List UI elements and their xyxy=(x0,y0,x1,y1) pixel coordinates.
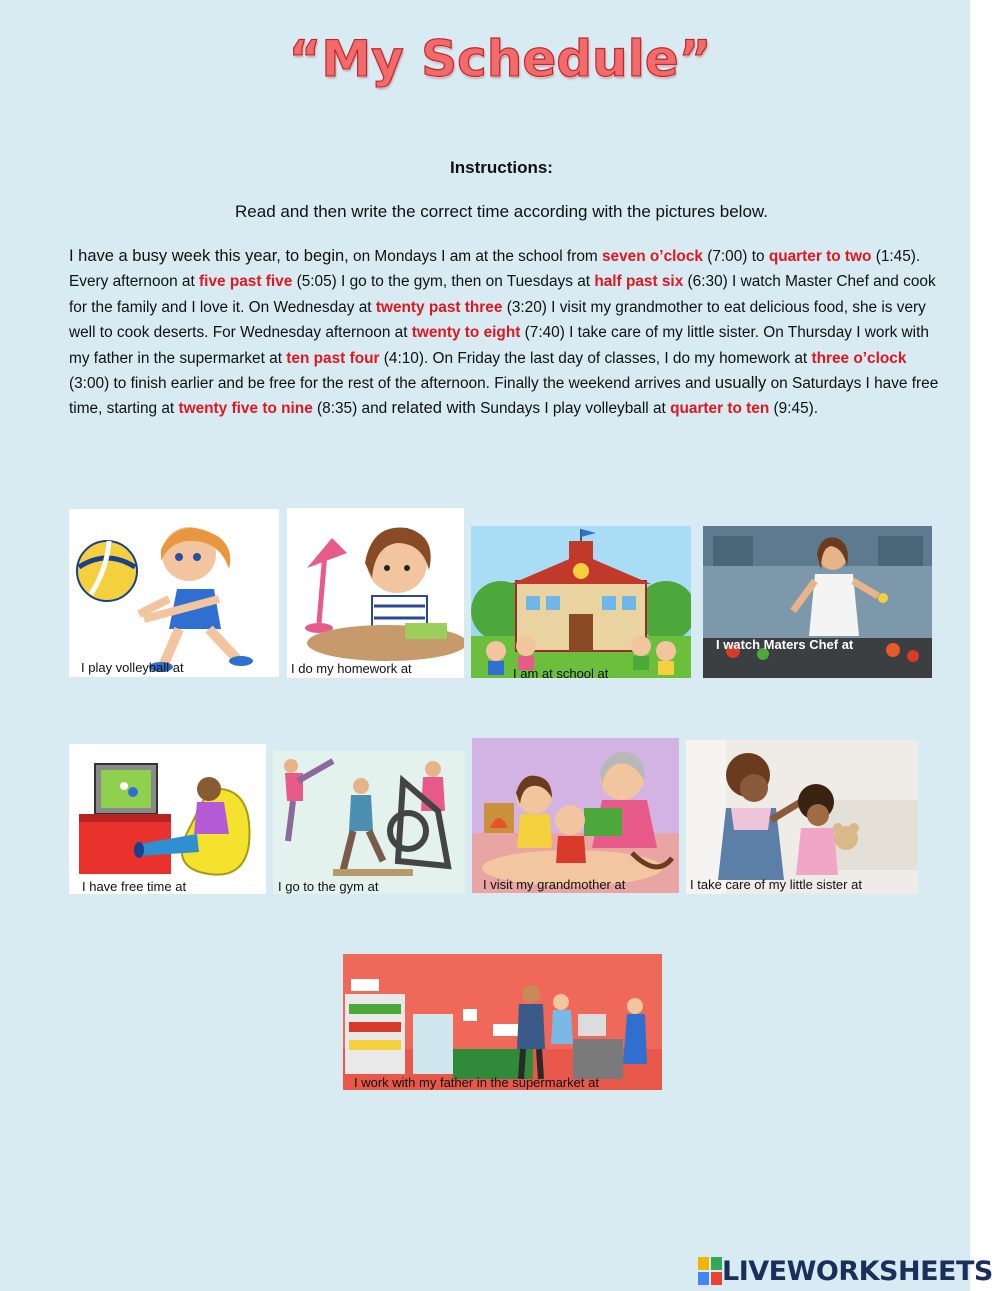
grandmother-caption: I visit my grandmother at xyxy=(483,877,626,892)
paragraph-text: Sundays I play volleyball at xyxy=(475,400,671,418)
sister-picture xyxy=(686,740,918,894)
paragraph-text: (1:45). Every afternoon at xyxy=(69,248,921,291)
free-time-picture xyxy=(69,744,266,894)
time-phrase: ten past four xyxy=(286,349,380,367)
paragraph-text: usually xyxy=(714,374,767,393)
paragraph-text: (5:05) I go to the gym, then on Tuesdays at xyxy=(292,273,595,291)
time-phrase: twenty past three xyxy=(375,298,503,316)
story-paragraph xyxy=(69,244,939,422)
homework-caption: I do my homework at xyxy=(291,661,412,676)
liveworksheets-logo xyxy=(698,1254,993,1288)
paragraph-text: related with xyxy=(391,399,476,418)
time-phrase: half past six xyxy=(594,273,684,291)
homework-picture xyxy=(287,508,464,678)
instructions-heading: Instructions: xyxy=(450,158,553,177)
supermarket-picture xyxy=(343,954,662,1090)
page-margin xyxy=(970,0,1000,1291)
instructions-text: Read and then write the correct time according with the pictures below. xyxy=(235,202,768,221)
school-caption: I am at school at xyxy=(513,666,609,678)
free-time-caption: I have free time at xyxy=(82,879,187,894)
brand-name: LIVEWORKSHEETS xyxy=(722,1255,993,1287)
supermarket-caption: I work with my father in the supermarket at xyxy=(354,1075,599,1090)
paragraph-text: (7:00) to xyxy=(702,248,769,265)
liveworksheets-logo-icon xyxy=(698,1257,722,1285)
time-phrase: seven o’clock xyxy=(601,248,703,265)
masterchef-caption: I watch Maters Chef at xyxy=(716,637,854,652)
paragraph-text: (4:10). On Friday the last day of classes, I do my homework at xyxy=(379,349,812,367)
masterchef-picture xyxy=(703,526,932,678)
time-phrase: quarter to two xyxy=(768,248,872,265)
paragraph-text: I have a busy week this year, to begin, xyxy=(69,247,349,265)
paragraph-text: (6:30) I watch Master Chef and cook for the family and I love it. On Wednesday at xyxy=(69,273,936,316)
time-phrase: three o’clock xyxy=(811,349,907,367)
paragraph-text: (9:45). xyxy=(769,400,819,418)
volleyball-picture xyxy=(69,509,279,677)
paragraph-text: (8:35) and xyxy=(312,400,392,418)
paragraph-text: (3:20) I visit my grandmother to eat delicious food, she is very well to cook deserts. For Wednesday afternoon at xyxy=(69,298,926,342)
volleyball-caption: I play volleyball at xyxy=(81,660,184,675)
gym-picture xyxy=(273,751,465,894)
time-phrase: twenty to eight xyxy=(411,324,521,342)
page-title: “My Schedule” xyxy=(288,30,712,88)
time-phrase: twenty five to nine xyxy=(178,400,313,418)
school-picture xyxy=(471,526,691,678)
sister-caption: I take care of my little sister at xyxy=(690,877,862,892)
grandmother-picture xyxy=(472,738,679,893)
time-phrase: five past five xyxy=(199,273,293,291)
paragraph-text: (7:40) I take care of my little sister. On Thursday I work with my father in the supermarket at xyxy=(69,324,929,367)
time-phrase: quarter to ten xyxy=(670,400,770,418)
paragraph-text: on Saturdays I have free time, starting at xyxy=(69,375,939,418)
paragraph-text: on Mondays I am at the school from xyxy=(348,248,602,265)
paragraph-text: (3:00) to finish earlier and be free for the rest of the afternoon. Finally the weekend arrives and xyxy=(69,375,715,393)
gym-caption: I go to the gym at xyxy=(278,879,379,894)
